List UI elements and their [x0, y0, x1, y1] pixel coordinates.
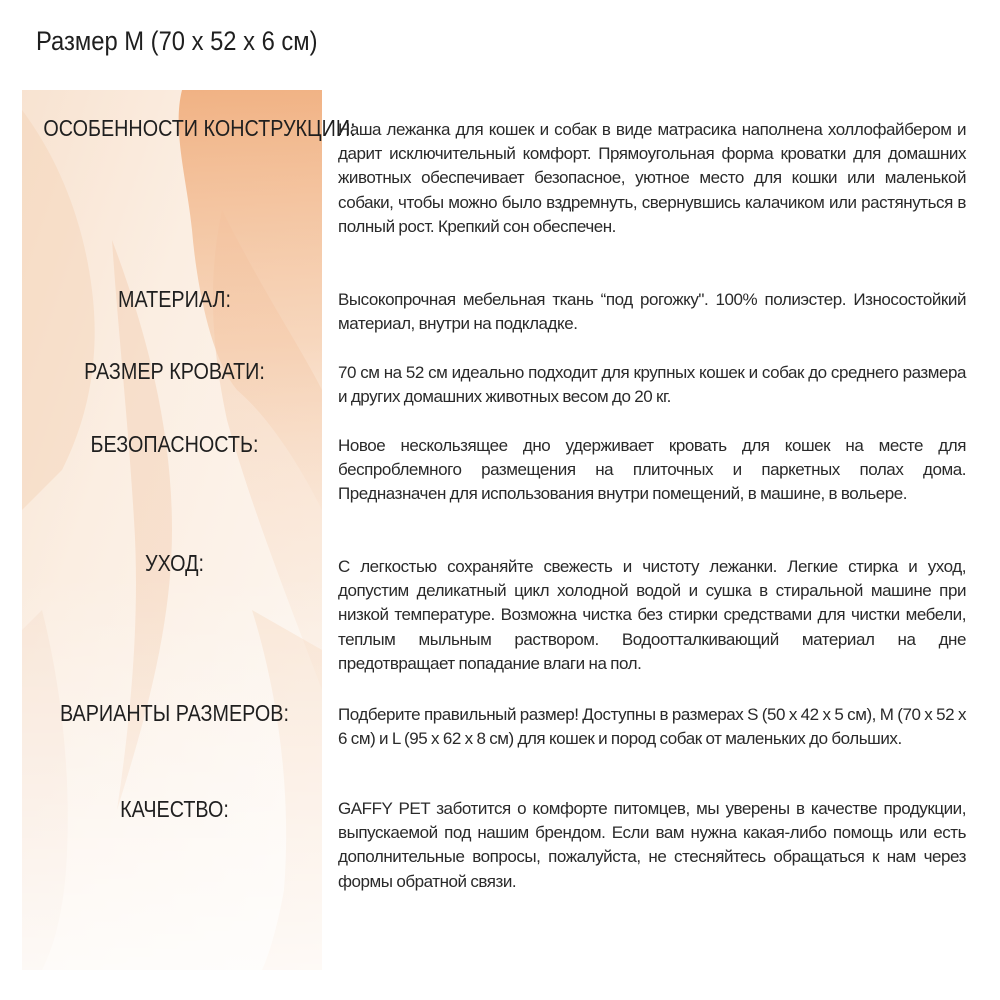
section-text-care: С легкостью сохраняйте свежесть и чистоту лежанки. Легкие стирка и уход, допустим деликатный цикл холодной водой и сушка в стиральной машине при низкой температуре. Возможна чистка без стирки средствами для чистки мебели, теплым мыльным раствором. Водоотталкивающий материал на дне предотвращает попадание влаги на пол.	[338, 557, 966, 673]
section-label-material: МАТЕРИАЛ:	[118, 286, 231, 312]
section-text-size-variants: Подберите правильный размер! Доступны в размерах S (50 x 42 x 5 см), M (70 x 52 x 6 см) и L (95 x 62 x 8 см) для кошек и пород собак от маленьких до больших.	[338, 705, 966, 749]
section-text-bed-size: 70 см на 52 см идеально подходит для крупных кошек и собак до среднего размера и других домашних животных весом до 20 кг.	[338, 363, 966, 407]
section-text-construction: Наша лежанка для кошек и собак в виде матрасика наполнена холлофайбером и дарит исключительный комфорт. Прямоугольная форма кроватки для домашних животных обеспечивает безопасное, уютное место для кошки или маленькой собаки, чтобы можно было вздремнуть, свернувшись калачиком или растянуться в полный рост. Крепкий сон обеспечен.	[338, 120, 966, 236]
watercolor-background	[22, 90, 356, 970]
section-label-quality: КАЧЕСТВО:	[120, 796, 229, 822]
section-label-care: УХОД:	[145, 550, 204, 576]
section-label-construction: ОСОБЕННОСТИ КОНСТРУКЦИИ:	[43, 115, 356, 141]
section-label-bed-size: РАЗМЕР КРОВАТИ:	[84, 358, 265, 384]
section-text-material: Высокопрочная мебельная ткань “под рогожку". 100% полиэстер. Износостойкий материал, внутри на подкладке.	[338, 290, 966, 334]
page-title: Размер M (70 x 52 x 6 см)	[36, 26, 318, 56]
section-text-safety: Новое нескользящее дно удерживает кровать для кошек на месте для беспроблемного размещения на плиточных и паркетных полах дома. Предназначен для использования внутри помещений, в машине, в вольере.	[338, 436, 966, 504]
section-label-size-variants: ВАРИАНТЫ РАЗМЕРОВ:	[59, 700, 290, 726]
section-label-safety: БЕЗОПАСНОСТЬ:	[90, 431, 259, 457]
watercolor-texture	[22, 90, 356, 970]
section-text-quality: GAFFY PET заботится о комфорте питомцев, мы уверены в качестве продукции, выпускаемой под нашим брендом. Если вам нужна какая-либо помощь или есть дополнительные вопросы, пожалуйста, не стесняйтесь обращаться к нам через формы обратной связи.	[338, 799, 966, 891]
